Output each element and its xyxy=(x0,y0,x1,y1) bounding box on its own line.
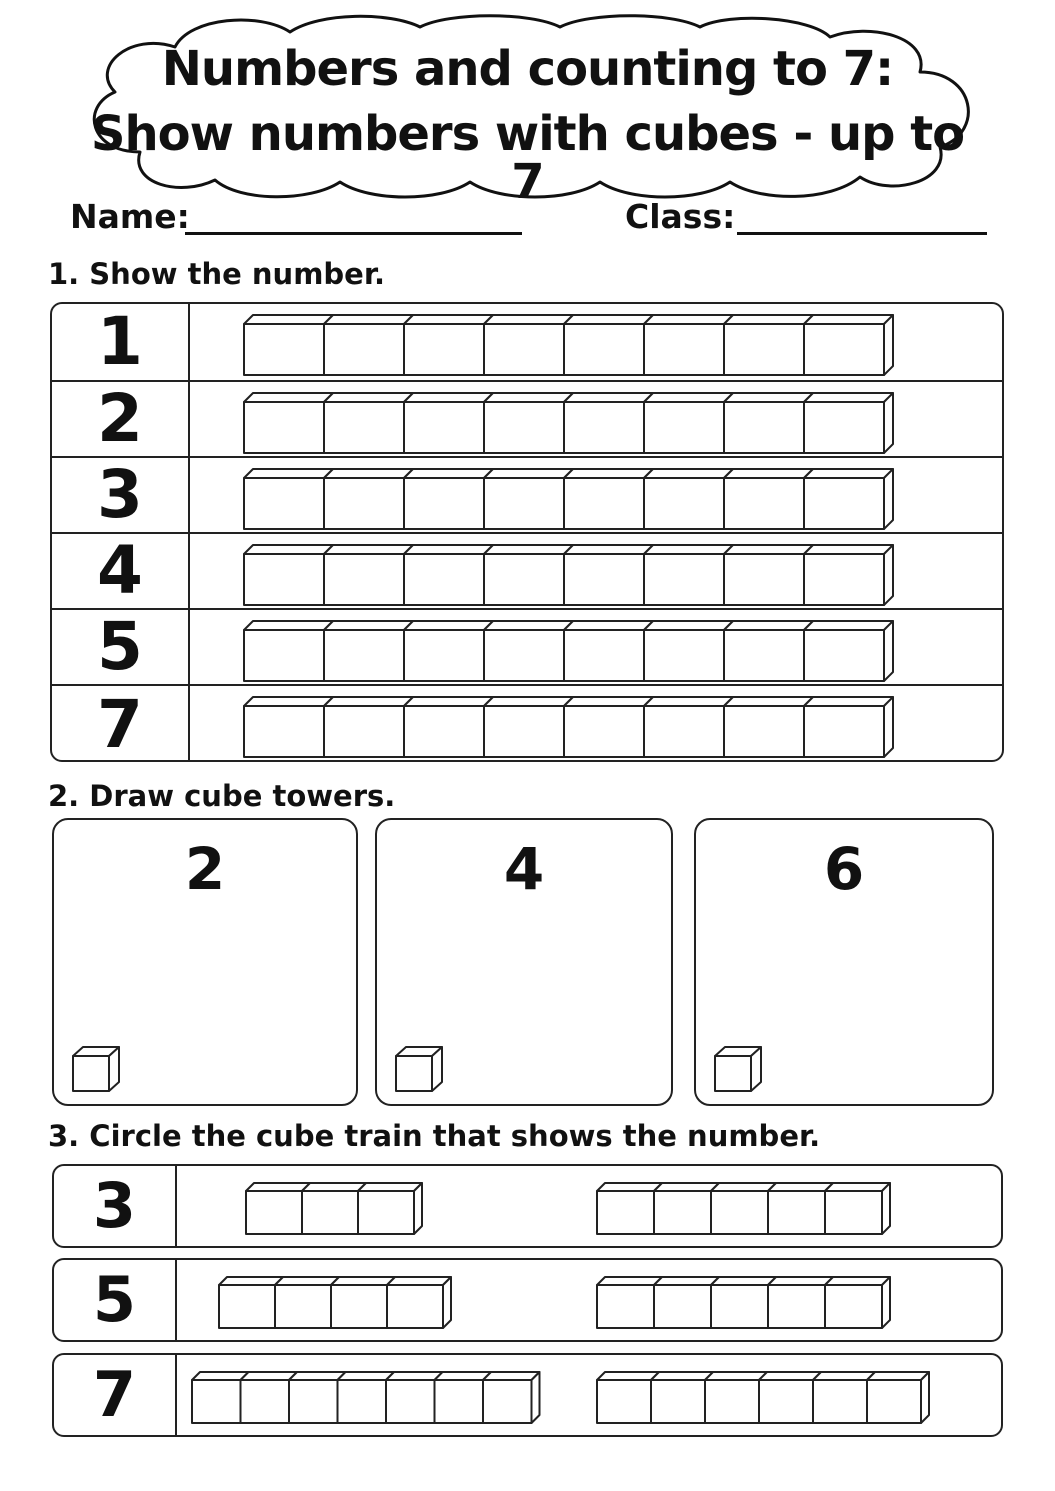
show-number-row xyxy=(52,304,1002,381)
cube xyxy=(804,315,893,375)
cube xyxy=(244,545,333,605)
cube xyxy=(324,315,413,375)
row-number: 3 xyxy=(52,458,190,533)
cube xyxy=(244,697,333,757)
cube xyxy=(724,621,813,681)
circle-train-row xyxy=(52,1164,1003,1248)
cube xyxy=(825,1183,890,1234)
cube-train-option-a[interactable] xyxy=(244,1181,434,1236)
cube xyxy=(484,545,573,605)
cube xyxy=(651,1372,713,1423)
row-number: 5 xyxy=(52,610,190,685)
row-number: 7 xyxy=(54,1355,177,1435)
cube-train[interactable] xyxy=(242,391,877,455)
tower-target-number: 2 xyxy=(184,835,226,903)
cube xyxy=(564,697,653,757)
cube xyxy=(324,545,413,605)
cube xyxy=(804,697,893,757)
cube xyxy=(483,1372,540,1423)
cube xyxy=(644,469,733,529)
tower-target-number: 4 xyxy=(503,835,545,903)
cube-train[interactable] xyxy=(242,543,877,607)
show-number-row xyxy=(52,456,1002,533)
cube-train-option-a[interactable] xyxy=(190,1370,550,1425)
cube xyxy=(358,1183,422,1234)
cube-train[interactable] xyxy=(242,467,877,531)
show-number-row xyxy=(52,608,1002,685)
cube xyxy=(564,545,653,605)
cube-tower-box[interactable] xyxy=(52,818,358,1106)
cube xyxy=(324,621,413,681)
section2-title: 2. Draw cube towers. xyxy=(48,779,396,813)
name-write-line[interactable] xyxy=(185,232,522,235)
cube xyxy=(654,1183,719,1234)
cube xyxy=(597,1277,662,1328)
cube xyxy=(705,1372,767,1423)
show-number-row xyxy=(52,380,1002,457)
cube xyxy=(302,1183,366,1234)
starter-cube-icon xyxy=(70,1044,122,1094)
cube xyxy=(219,1277,283,1328)
starter-cube-icon xyxy=(393,1044,445,1094)
cube xyxy=(654,1277,719,1328)
cube xyxy=(564,393,653,453)
cube xyxy=(644,315,733,375)
row-number: 4 xyxy=(52,534,190,609)
cube xyxy=(724,697,813,757)
cube-train-option-b[interactable] xyxy=(595,1275,905,1330)
cube xyxy=(804,621,893,681)
cube xyxy=(597,1183,662,1234)
show-number-row xyxy=(52,532,1002,609)
row-number: 1 xyxy=(52,304,190,381)
cube xyxy=(404,545,493,605)
cube-tower-box[interactable] xyxy=(694,818,994,1106)
cube xyxy=(597,1372,659,1423)
cube xyxy=(804,469,893,529)
cube xyxy=(244,393,333,453)
class-write-line[interactable] xyxy=(737,232,987,235)
cube xyxy=(484,469,573,529)
cube-train-option-b[interactable] xyxy=(595,1370,925,1425)
cube xyxy=(813,1372,875,1423)
cube xyxy=(324,393,413,453)
cube xyxy=(324,697,413,757)
cube-tower-box[interactable] xyxy=(375,818,673,1106)
cube xyxy=(724,393,813,453)
cube xyxy=(644,545,733,605)
name-label: Name: xyxy=(70,197,190,236)
cube xyxy=(275,1277,339,1328)
cube-train-option-b[interactable] xyxy=(595,1181,905,1236)
row-number: 2 xyxy=(52,382,190,457)
cube-train[interactable] xyxy=(242,695,877,759)
cube xyxy=(244,315,333,375)
cube xyxy=(644,393,733,453)
section3-title: 3. Circle the cube train that shows the number. xyxy=(48,1119,821,1153)
cube xyxy=(768,1183,833,1234)
cube-train-option-a[interactable] xyxy=(217,1275,462,1330)
cube xyxy=(724,545,813,605)
cube xyxy=(564,469,653,529)
cube xyxy=(244,469,333,529)
section1-title: 1. Show the number. xyxy=(48,257,386,291)
worksheet-title-line1: Numbers and counting to 7: xyxy=(161,41,894,97)
cube xyxy=(244,621,333,681)
cube xyxy=(759,1372,821,1423)
cube xyxy=(404,315,493,375)
cube xyxy=(564,315,653,375)
cube xyxy=(324,469,413,529)
cube xyxy=(404,469,493,529)
cube xyxy=(825,1277,890,1328)
cube xyxy=(484,697,573,757)
cube xyxy=(387,1277,451,1328)
cube xyxy=(484,315,573,375)
cube xyxy=(404,621,493,681)
cube xyxy=(768,1277,833,1328)
cube-train[interactable] xyxy=(242,313,877,377)
cube xyxy=(404,393,493,453)
worksheet-title-line2: Show numbers with cubes - up to 7 xyxy=(90,106,965,210)
cube xyxy=(484,621,573,681)
cube xyxy=(867,1372,929,1423)
show-number-row xyxy=(52,684,1002,762)
cube xyxy=(246,1183,310,1234)
cube xyxy=(724,469,813,529)
row-number: 5 xyxy=(54,1260,177,1340)
cube xyxy=(804,545,893,605)
cube xyxy=(804,393,893,453)
show-number-table xyxy=(50,302,1004,762)
cube xyxy=(724,315,813,375)
tower-target-number: 6 xyxy=(823,835,865,903)
class-label: Class: xyxy=(625,197,736,236)
cube xyxy=(644,621,733,681)
cube xyxy=(711,1277,776,1328)
row-number: 3 xyxy=(54,1166,177,1246)
row-number: 7 xyxy=(52,686,190,762)
cube xyxy=(564,621,653,681)
starter-cube-icon xyxy=(712,1044,764,1094)
cube xyxy=(711,1183,776,1234)
cube xyxy=(644,697,733,757)
cube xyxy=(331,1277,395,1328)
cube-train[interactable] xyxy=(242,619,877,683)
circle-train-row xyxy=(52,1258,1003,1342)
cube xyxy=(484,393,573,453)
circle-train-row xyxy=(52,1353,1003,1437)
cube xyxy=(404,697,493,757)
